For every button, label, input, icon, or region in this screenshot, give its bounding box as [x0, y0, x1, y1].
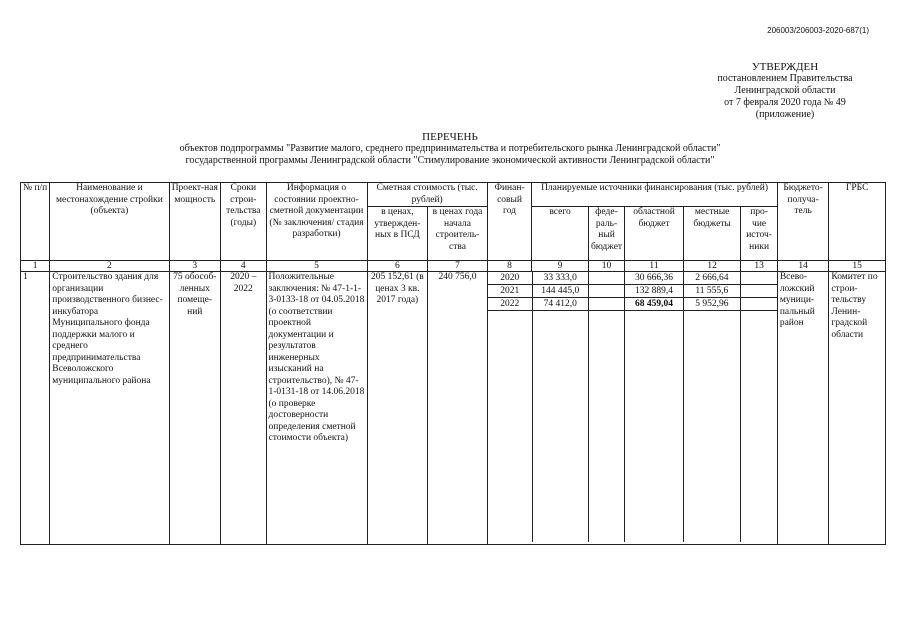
col-number: 10 — [588, 261, 624, 272]
local: 2 666,64 — [683, 272, 740, 285]
total: 144 445,0 — [532, 285, 588, 298]
row-recipient: Всево-ложский муници-пальный район — [777, 272, 829, 545]
funding-row — [488, 272, 777, 285]
col-number: 3 — [169, 261, 221, 272]
federal — [588, 298, 624, 311]
row-grbs: Комитет по строи-тельству Ленин-градской области — [829, 272, 886, 545]
title-line: объектов подпрограммы "Развитие малого, среднего предпринимательства и потребительского рынка Ленинградской области" — [179, 143, 721, 154]
header-name: Наименование и местонахождение стройки (объекта) — [50, 183, 169, 261]
funding-row — [488, 285, 777, 298]
objects-table — [20, 182, 886, 545]
header-funding-sources: Планируемые источники финансирования (тыс. рублей) — [532, 183, 778, 207]
row-cost-start: 240 756,0 — [428, 272, 488, 545]
col-number: 12 — [683, 261, 741, 272]
col-number: 15 — [829, 261, 886, 272]
header-psd-info: Информация о состоянии проектно-сметной документации (№ заключения/ стадия разработки) — [266, 183, 367, 261]
header-grbs: ГРБС — [829, 183, 886, 261]
document-title — [60, 131, 840, 167]
header-regional: областной бюджет — [625, 207, 684, 261]
approval-line: от 7 февраля 2020 года № 49 — [724, 97, 846, 108]
regional: 30 666,36 — [625, 272, 683, 285]
funding-row-empty — [488, 311, 777, 542]
col-number: 1 — [21, 261, 50, 272]
col-number: 7 — [428, 261, 488, 272]
header-fin-year: Финан-совый год — [487, 183, 531, 261]
header-total: всего — [532, 207, 589, 261]
col-number: 9 — [532, 261, 589, 272]
year: 2021 — [488, 285, 532, 298]
row-name: Строительство здания для организации производственного бизнес-инкубатора Муниципального фонда поддержки малого и среднего предпринимательства Всеволожского муниципального района — [50, 272, 169, 545]
regional: 132 889,4 — [625, 285, 683, 298]
local: 5 952,96 — [683, 298, 740, 311]
total: 33 333,0 — [532, 272, 588, 285]
other — [741, 272, 777, 285]
regional: 68 459,04 — [625, 298, 683, 311]
header-cost-start: в ценах года начала строитель-ства — [428, 207, 488, 261]
title-line: государственной программы Ленинградской области "Стимулирование экономической активности Ленинградской области" — [185, 155, 715, 166]
table-row — [21, 272, 886, 545]
local: 11 555,6 — [683, 285, 740, 298]
col-number: 13 — [741, 261, 777, 272]
other — [741, 285, 777, 298]
funding-subtable — [488, 272, 777, 542]
col-number: 5 — [266, 261, 367, 272]
header-estimated-cost: Сметная стоимость (тыс. рублей) — [367, 183, 487, 207]
header-capacity: Проект-ная мощность — [169, 183, 221, 261]
funding-by-year — [487, 272, 777, 545]
header-federal: феде-раль-ный бюджет — [588, 207, 624, 261]
other — [741, 298, 777, 311]
col-number: 2 — [50, 261, 169, 272]
header-recipient: Бюджето-получа-тель — [777, 183, 829, 261]
federal — [588, 285, 624, 298]
col-number: 11 — [625, 261, 684, 272]
year: 2022 — [488, 298, 532, 311]
approval-block — [700, 61, 870, 121]
row-psd-info: Положительные заключения: № 47-1-1-3-0133-18 от 04.05.2018 (о соответствии проектной документации и результатов инженерных изысканий на строительство), № 47-1-0131-18 от 14.06.2018 (о проверке достоверности определения сметной стоимости объекта) — [266, 272, 367, 545]
col-number: 4 — [221, 261, 266, 272]
federal — [588, 272, 624, 285]
year: 2020 — [488, 272, 532, 285]
title-heading: ПЕРЕЧЕНЬ — [422, 131, 478, 143]
header-other: про-чие источ-ники — [741, 207, 777, 261]
row-term: 2020 – 2022 — [221, 272, 266, 545]
col-number: 6 — [367, 261, 428, 272]
header-num: № п/п — [21, 183, 50, 261]
col-number: 14 — [777, 261, 829, 272]
approval-line: Ленинградской области — [734, 85, 836, 96]
header-cost-psd: в ценах, утвержден-ных в ПСД — [367, 207, 428, 261]
approval-heading: УТВЕРЖДЕН — [751, 61, 819, 73]
row-num: 1 — [21, 272, 50, 545]
col-number: 8 — [487, 261, 531, 272]
funding-row — [488, 298, 777, 311]
header-local: местные бюджеты — [683, 207, 741, 261]
total: 74 412,0 — [532, 298, 588, 311]
header-term: Сроки строи-тельства (годы) — [221, 183, 266, 261]
row-cost-psd: 205 152,61 (в ценах 3 кв. 2017 года) — [367, 272, 428, 545]
document-number: 206003/206003-2020-687(1) — [767, 26, 869, 35]
row-capacity: 75 обособ-ленных помеще-ний — [169, 272, 221, 545]
approval-line: (приложение) — [755, 109, 815, 120]
approval-line: постановлением Правительства — [717, 73, 853, 84]
